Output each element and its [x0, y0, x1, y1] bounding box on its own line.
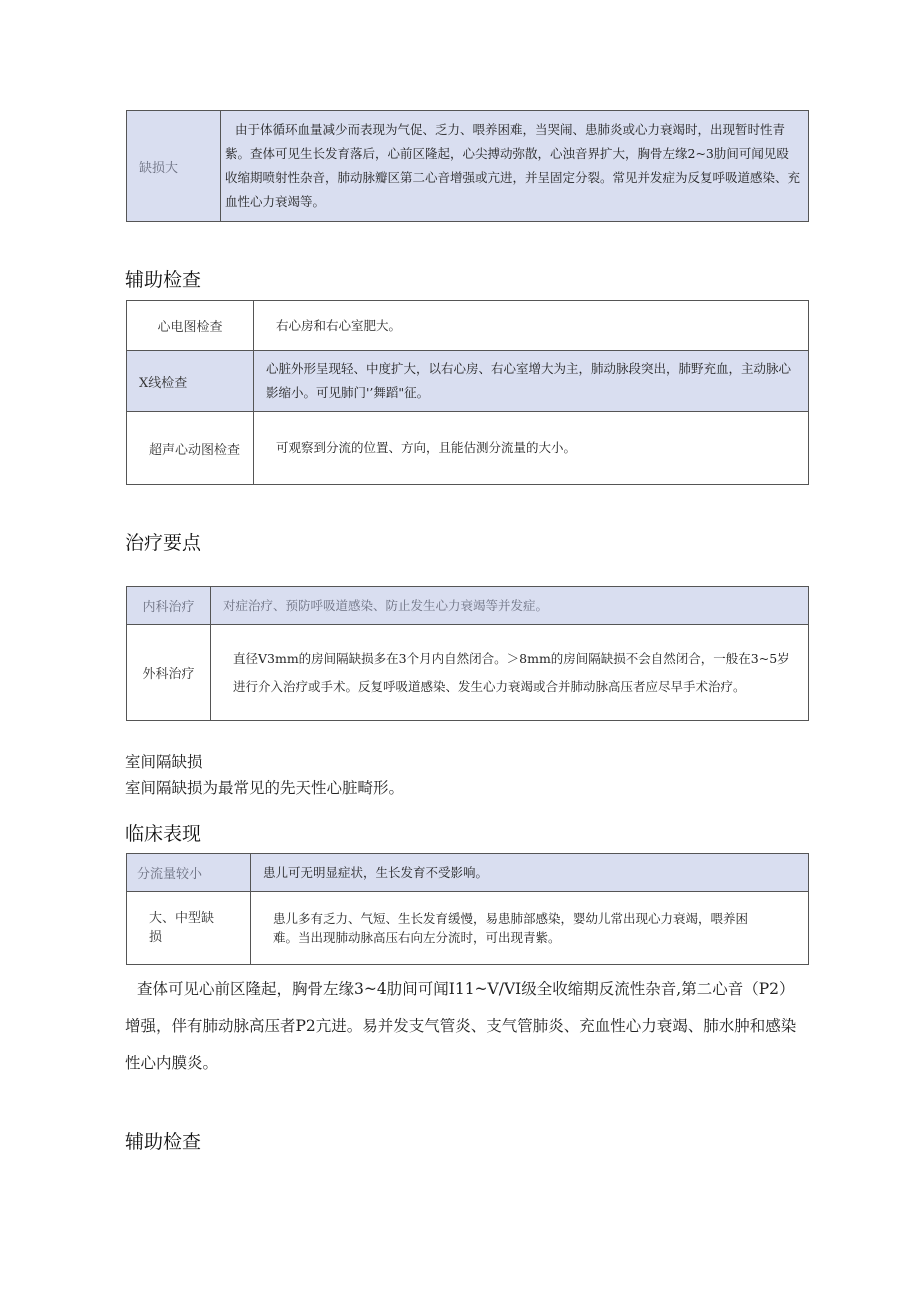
row-label	[127, 111, 221, 222]
row-label	[127, 625, 211, 721]
row-label-text: 分流量较小	[137, 867, 203, 882]
section-heading-treatment: 治疗要点	[125, 532, 202, 554]
table-defect-large	[126, 110, 809, 222]
section-heading-clinical: 临床表现	[125, 823, 202, 845]
table-clinical	[126, 853, 809, 965]
row-content-text: 对症治疗、预防呼吸道感染、防止发生心力衰竭等并发症。	[223, 597, 549, 613]
table-row	[127, 111, 809, 222]
table-aux-exams	[126, 300, 809, 485]
row-content-text: 可观察到分流的位置、方向，且能估测分流量的大小。	[276, 440, 577, 455]
row-content-text: 患儿多有乏力、气短、生长发育缓慢，易患肺部感染，婴幼儿常出现心力衰竭，喂养困难。当出现肺动脉高压右向左分流时，可出现青紫。	[273, 911, 749, 945]
row-label	[127, 854, 251, 892]
table-row	[127, 587, 809, 625]
row-label-text: 大、中型缺损	[149, 911, 215, 945]
row-label-text: 心电图检查	[157, 320, 223, 335]
row-content	[211, 587, 809, 625]
row-content-text: 由于体循环血量减少而表现为气促、乏力、喂养困难，当哭闹、患肺炎或心力衰竭时，出现暂时性青紫。查体可见生长发育落后，心前区隆起，心尖搏动弥散，心浊音界扩大，胸骨左缘2~3肋间可闻见殴收缩期喷射性杂音，肺动脉瓣区第二心音增强或亢进，并呈固定分裂。常见并发症为反复呼吸道感染、充血性心力衰竭等。	[225, 122, 801, 209]
row-content-text: 心脏外形呈现轻、中度扩大，以右心房、右心室增大为主，肺动脉段突出，肺野充血，主动脉心影缩小。可见肺门'’舞蹈"征。	[266, 361, 792, 400]
row-content	[254, 301, 809, 351]
row-label	[127, 892, 251, 965]
row-label-text: X线检查	[139, 375, 188, 391]
table-row	[127, 892, 809, 965]
row-content-text: 直径V3mm的房间隔缺损多在3个月内自然闭合。＞8mm的房间隔缺损不会自然闭合，一般在3~5岁进行介入治疗或手术。反复呼吸道感染、发生心力衰竭或合并肺动脉高压者应尽早手术治疗。	[233, 650, 790, 694]
table-row	[127, 412, 809, 485]
row-content-text: 患儿可无明显症状，生长发育不受影响。	[263, 864, 489, 880]
section-heading-aux-2: 辅助检查	[125, 1131, 202, 1153]
row-label-text: 外科治疗	[142, 667, 195, 682]
table-row	[127, 854, 809, 892]
row-label-text: 缺损大	[139, 160, 179, 176]
table-treatment	[126, 586, 809, 721]
row-label	[127, 351, 254, 412]
row-content	[221, 111, 809, 222]
table-row	[127, 301, 809, 351]
clinical-paragraph: 查体可见心前区隆起，胸骨左缘3~4肋间可闻I11~V/VI级全收缩期反流性杂音,第二心音（P2）增强，伴有肺动脉高压者P2亢进。易并发支气管炎、支气管肺炎、充血性心力衰竭、肺水肿和感染性心内膜炎。	[125, 980, 797, 1072]
table-row	[127, 625, 809, 721]
section-heading-aux-1: 辅助检查	[125, 269, 202, 291]
table-row	[127, 351, 809, 412]
vsd-title: 室间隔缺损	[125, 753, 203, 771]
row-label	[127, 301, 254, 351]
row-label-text: 内科治疗	[142, 600, 195, 615]
vsd-intro: 室间隔缺损为最常见的先天性心脏畸形。	[125, 779, 405, 797]
row-label	[127, 587, 211, 625]
row-content-text: 右心房和右心室肥大。	[276, 317, 402, 333]
row-content	[254, 351, 809, 412]
row-content	[251, 892, 809, 965]
row-label-text: 超声心动图检查	[149, 442, 241, 458]
row-content	[211, 625, 809, 721]
row-label	[127, 412, 254, 485]
row-content	[254, 412, 809, 485]
row-content	[251, 854, 809, 892]
